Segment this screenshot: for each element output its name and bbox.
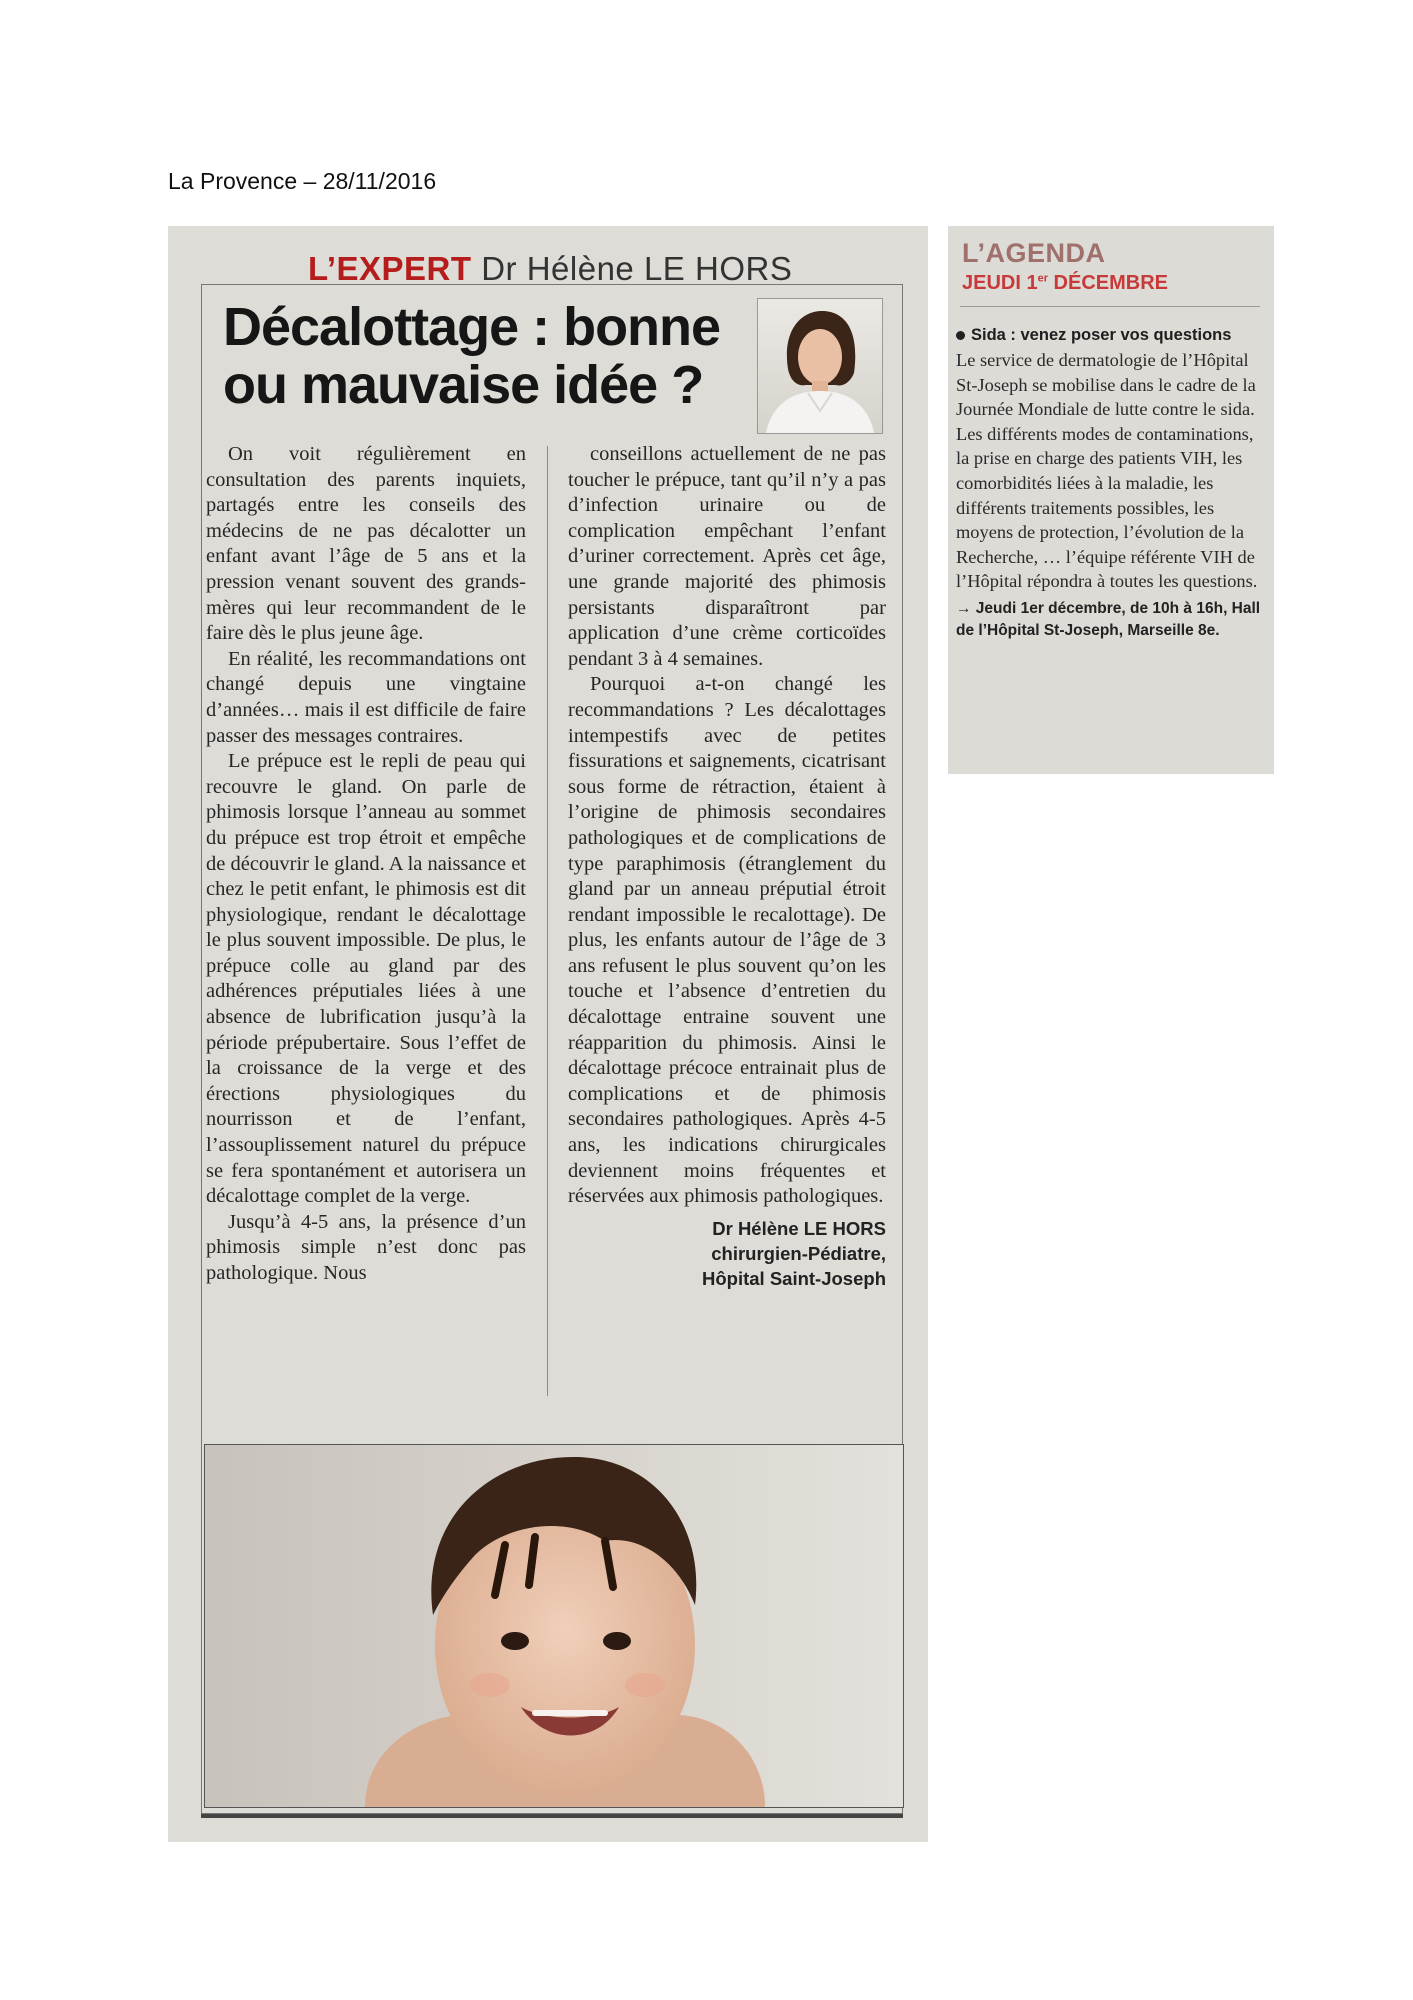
rubric-author: Dr Hélène LE HORS (481, 250, 793, 287)
bottom-rule (201, 1814, 903, 1818)
article-left-column (206, 442, 526, 1287)
agenda-text: Le service de dermatologie de l’Hôpital St-Joseph se mobilise dans le cadre de la Journée Mondiale de lutte contre le sida. Les différents modes de contaminations, la prise en charge des patients VIH, les comorbidités liées à la maladie, les différents traitements possibles, les moyens de protection, l’évolution de la Recherche, … l’équipe référente VIH de l’Hôpital répondra à toutes les questions. (956, 350, 1258, 592)
paragraph: On voit régulièrement en consultation des parents inquiets, partagés entre les conseils des médecins de ne pas décalotter un enfant avant l’âge de 5 ans et la pression venant souvent des grands-mères qui leur recommandent de le faire dès le plus jeune âge. (206, 443, 526, 645)
headline-line-2: ou mauvaise idée ? (223, 355, 704, 415)
rubric-kicker: L’EXPERT (308, 250, 472, 287)
agenda-date (962, 272, 1168, 295)
column-divider (547, 446, 548, 1396)
signature-role: chirurgien-Pédiatre, (711, 1242, 886, 1264)
paragraph: conseillons actuellement de ne pas toucher le prépuce, tant qu’il n’y a pas d’infection urinaire ou de complication empêchant l’enfant d’uriner correctement. Après cet âge, une grande majorité des phimosis persistants disparaîtront par application d’une crème corticoïdes pendant 3 à 4 semaines. (568, 443, 886, 670)
rubric-header (308, 250, 792, 288)
paragraph: Le prépuce est le repli de peau qui recouvre le gland. On parle de phimosis lorsque l’anneau au sommet du prépuce est trop étroit et empêche de découvrir le gland. A la naissance et chez le petit enfant, le phimosis est dit physiologique, rendant le décalottage le plus souvent impossible. De plus, le prépuce colle au gland par des adhérences préputiales liées à une absence de lubrification jusqu’à la période prépubertaire. Sous l’effet de la croissance de la verge et des érections physiologiques du nourrisson et de l’enfant, l’assouplissement naturel du prépuce se fera spontanément et autorisera un décalottage complet de la verge. (206, 750, 526, 1208)
author-portrait (757, 298, 883, 434)
bullet-icon (956, 331, 965, 340)
agenda-body (956, 324, 1268, 642)
agenda-heading-text: Sida : venez poser vos questions (971, 326, 1232, 344)
signature-name: Dr Hélène LE HORS (712, 1217, 886, 1239)
child-photo-illustration (205, 1445, 903, 1807)
agenda-heading (956, 324, 1268, 346)
paragraph: Pourquoi a-t-on changé les recommandations ? Les décalottages intempestifs avec de petites fissurations et saignements, cicatrisant sous forme de rétraction, étaient à l’origine de phimosis secondaires pathologiques et de complications de type paraphimosis (étranglement du gland par un anneau préputial étroit rendant impossible le recalottage). De plus, les enfants autour de l’âge de 3 ans refusent le plus souvent qu’on les touche et l’absence d’entretien du décalottage entraine souvent une réapparition du phimosis. Ainsi le décalottage précoce entrainait plus de complications et de phimosis secondaires pathologiques. Après 4-5 ans, les indications chirurgicales deviennent moins fréquentes et réservées aux phimosis pathologiques. (568, 673, 886, 1208)
headline-line-1: Décalottage : bonne (223, 297, 721, 357)
agenda-date-day: JEUDI 1 (962, 272, 1038, 294)
portrait-illustration (758, 299, 882, 433)
paragraph: Jusqu’à 4-5 ans, la présence d’un phimosis simple n’est donc pas pathologique. Nous (206, 1210, 526, 1284)
agenda-date-month: DÉCEMBRE (1048, 272, 1169, 294)
agenda-title: L’AGENDA (962, 238, 1106, 268)
signature-hospital: Hôpital Saint-Joseph (702, 1267, 886, 1289)
article-right-column (568, 442, 886, 1291)
paragraph: En réalité, les recommandations ont changé depuis une vingtaine d’années… mais il est difficile de faire passer des messages contraires. (206, 647, 526, 747)
article-headline (223, 298, 743, 414)
article-signature (568, 1216, 886, 1291)
child-photo (204, 1444, 904, 1808)
agenda-divider (960, 306, 1260, 307)
agenda-practical-info: → Jeudi 1er décembre, de 10h à 16h, Hall de l’Hôpital St-Joseph, Marseille 8e. (956, 599, 1261, 639)
source-line: La Provence – 28/11/2016 (168, 168, 437, 194)
agenda-clipping (948, 226, 1274, 774)
article-clipping (168, 226, 928, 1842)
agenda-date-sup: er (1037, 272, 1048, 285)
